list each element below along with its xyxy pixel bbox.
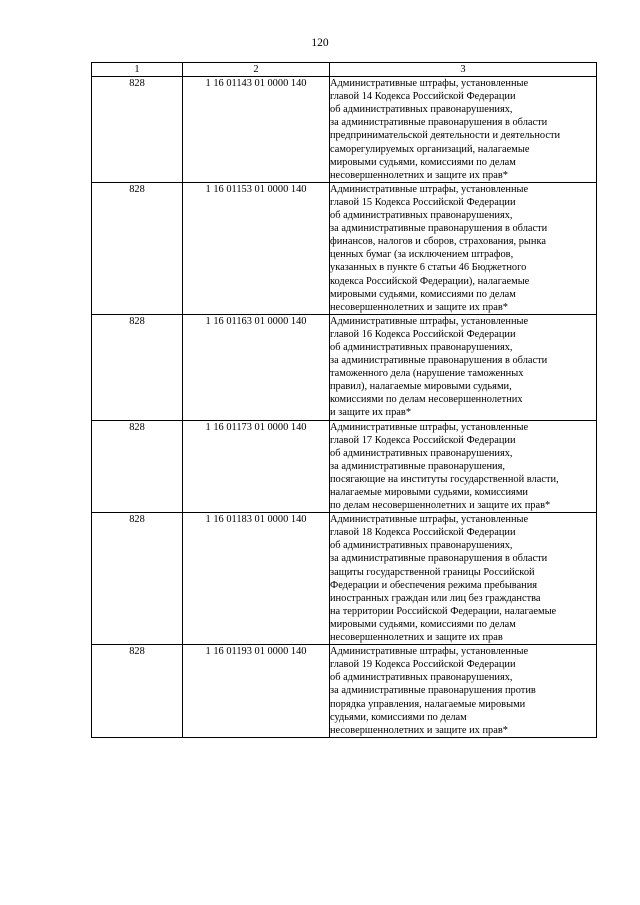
table-body [92, 77, 597, 738]
column-header-1: 1 [92, 63, 183, 77]
table-row [92, 314, 597, 420]
admin-code-cell: 828 [92, 513, 183, 645]
description-cell [330, 314, 597, 420]
description-line: об административных правонарушениях, [330, 540, 513, 552]
description-line: налагаемые мировыми судьями, комиссиями [330, 487, 528, 498]
description-line: несовершеннолетних и защите их прав [330, 632, 503, 644]
description-line: несовершеннолетних и защите их прав* [330, 169, 508, 181]
description-line: за административные правонарушения против [330, 685, 536, 697]
budget-code-cell: 1 16 01193 01 0000 140 [183, 645, 330, 738]
admin-code-cell: 828 [92, 420, 183, 513]
description-line: мировыми судьями, комиссиями по делам [330, 618, 516, 630]
description-line: об административных правонарушениях, [330, 210, 513, 222]
admin-code-cell: 828 [92, 182, 183, 314]
description-line: главой 16 Кодекса Российской Федерации [330, 328, 516, 340]
description-line: по делам несовершеннолетних и защите их прав* [330, 500, 551, 512]
description-line: несовершеннолетних и защите их прав* [330, 724, 508, 736]
budget-classification-table [91, 62, 597, 738]
description-line: предпринимательской деятельности и деятельности [330, 130, 561, 142]
description-line: за административные правонарушения в области [330, 355, 548, 367]
budget-code-cell: 1 16 01173 01 0000 140 [183, 420, 330, 513]
description-line: Административные штрафы, установленные [330, 315, 529, 327]
budget-code-cell: 1 16 01143 01 0000 140 [183, 77, 330, 183]
description-cell [330, 182, 597, 314]
description-line: финансов, налогов и сборов, страхования, рынка [330, 236, 546, 248]
description-line: об административных правонарушениях, [330, 104, 513, 116]
description-line: комиссиями по делам несовершеннолетних [330, 394, 523, 406]
admin-code-cell: 828 [92, 314, 183, 420]
table-row [92, 182, 597, 314]
description-line: об административных правонарушениях, [330, 672, 513, 684]
description-cell [330, 420, 597, 513]
description-line: за административные правонарушения, [330, 460, 505, 472]
description-line: Административные штрафы, установленные [330, 78, 529, 90]
budget-code-cell: 1 16 01183 01 0000 140 [183, 513, 330, 645]
description-line: и защите их прав* [330, 407, 412, 419]
description-line: несовершеннолетних и защите их прав* [330, 301, 508, 313]
description-line: главой 19 Кодекса Российской Федерации [330, 659, 516, 671]
admin-code-cell: 828 [92, 645, 183, 738]
column-header-2: 2 [183, 63, 330, 77]
table-row [92, 513, 597, 645]
description-line: за административные правонарушения в области [330, 553, 548, 565]
admin-code-cell: 828 [92, 77, 183, 183]
description-line: иностранных граждан или лиц без гражданства [330, 592, 541, 604]
description-line: главой 15 Кодекса Российской Федерации [330, 196, 516, 208]
budget-code-cell: 1 16 01153 01 0000 140 [183, 182, 330, 314]
budget-code-cell: 1 16 01163 01 0000 140 [183, 314, 330, 420]
description-line: судьями, комиссиями по делам [330, 711, 467, 723]
description-line: указанных в пункте 6 статьи 46 Бюджетного [330, 262, 527, 274]
description-line: за административные правонарушения в области [330, 117, 548, 129]
table-row [92, 77, 597, 183]
description-cell [330, 513, 597, 645]
description-line: кодекса Российской Федерации), налагаемые [330, 275, 530, 287]
description-line: Федерации и обеспечения режима пребывания [330, 579, 538, 591]
column-header-3: 3 [330, 63, 597, 77]
table-row [92, 420, 597, 513]
description-line: главой 18 Кодекса Российской Федерации [330, 527, 516, 539]
page-number: 120 [311, 37, 329, 49]
description-line: ценных бумаг (за исключением штрафов, [330, 249, 514, 261]
description-line: об административных правонарушениях, [330, 447, 513, 459]
description-line: Административные штрафы, установленные [330, 183, 529, 195]
description-line: за административные правонарушения в области [330, 223, 548, 235]
description-line: защиты государственной границы Российской [330, 566, 535, 578]
description-line: таможенного дела (нарушение таможенных [330, 368, 524, 380]
table-row [92, 645, 597, 738]
description-line: Административные штрафы, установленные [330, 514, 529, 526]
description-line: мировыми судьями, комиссиями по делам [330, 156, 516, 168]
table-header-row [92, 63, 597, 77]
description-line: порядка управления, налагаемые мировыми [330, 698, 526, 710]
description-line: главой 14 Кодекса Российской Федерации [330, 91, 516, 103]
description-line: на территории Российской Федерации, налагаемые [330, 605, 557, 617]
description-line: саморегулируемых организаций, налагаемые [330, 143, 530, 155]
description-line: Административные штрафы, установленные [330, 421, 529, 433]
description-line: правил), налагаемые мировыми судьями, [330, 381, 512, 393]
description-cell [330, 645, 597, 738]
description-line: главой 17 Кодекса Российской Федерации [330, 434, 516, 446]
description-line: мировыми судьями, комиссиями по делам [330, 288, 516, 300]
description-cell [330, 77, 597, 183]
description-line: об административных правонарушениях, [330, 341, 513, 353]
description-line: посягающие на институты государственной власти, [330, 473, 559, 485]
description-line: Административные штрафы, установленные [330, 646, 529, 658]
